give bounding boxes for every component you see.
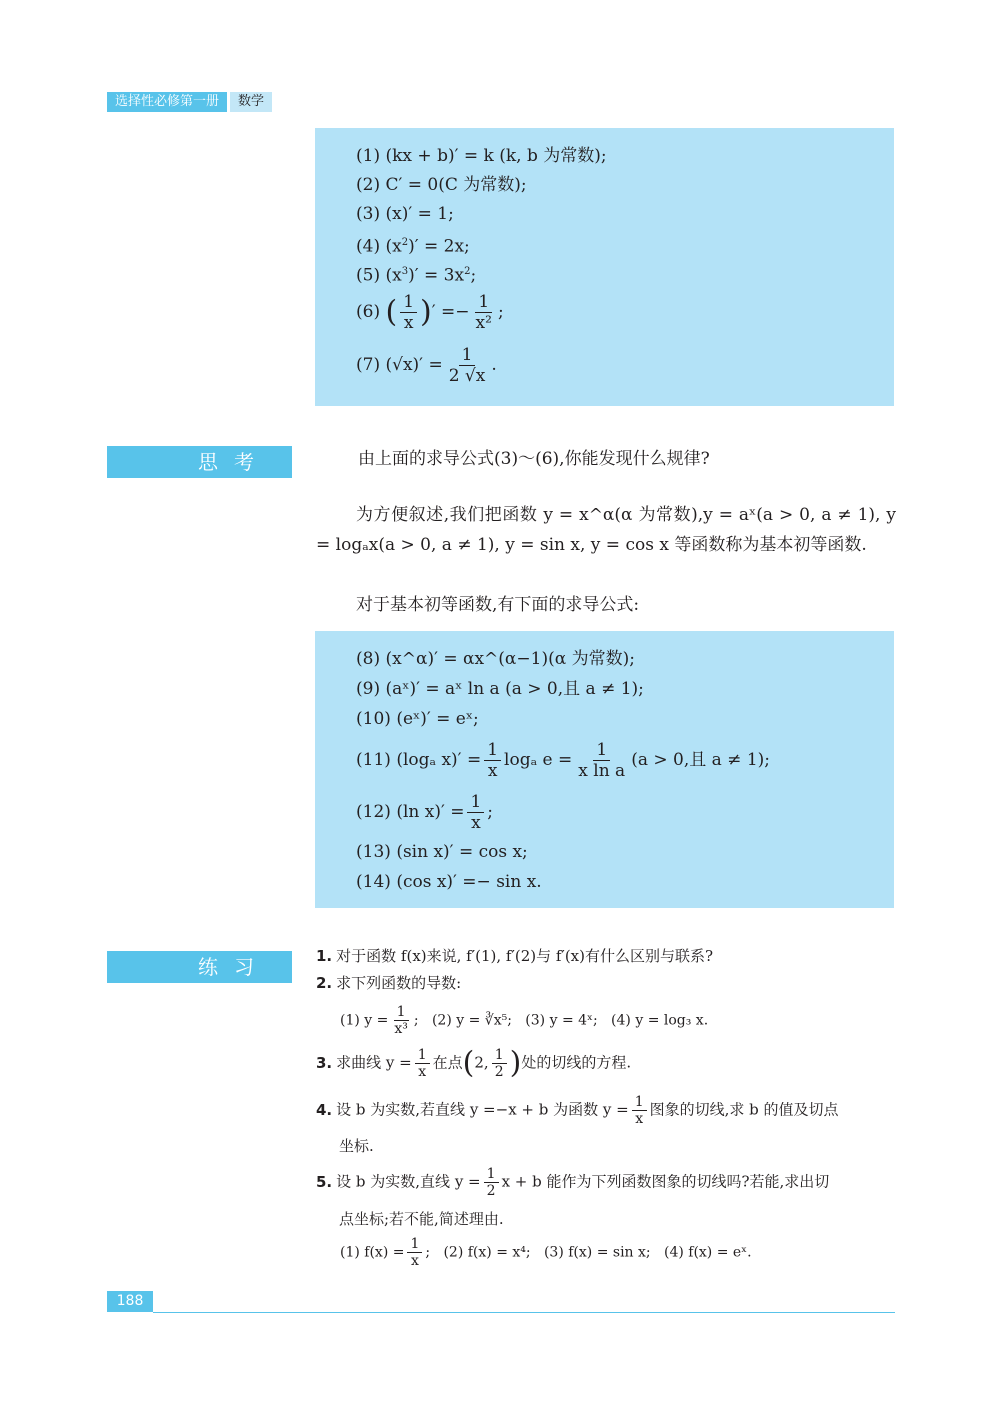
formula-8: (8) (x^α)′ = αx^(α−1)(α 为常数); (356, 649, 635, 669)
practice-label: 练习 (107, 951, 292, 983)
formula-5: (5) $(x^3)' = 3x^2$; (356, 265, 477, 286)
exercise-2-parts: (1) y = $\frac{1}{\text{x³}}$ ; (2) y = ∛x⁵; (3) y = 4ˣ; (4) y = log₃ x. (340, 1004, 709, 1037)
formula-12: (12) (ln x)′ = $\frac{1}{x}$ ; (356, 792, 494, 833)
running-header (107, 92, 272, 112)
think-label: 思考 (107, 446, 292, 478)
exercise-5-cont: 点坐标;若不能,简述理由. (339, 1210, 504, 1228)
subject-label: 数学 (230, 92, 272, 112)
formula-13: (13) (sin x)′ = cos x; (356, 842, 528, 862)
exercise-4: 4. 设 b 为实数,若直线 y =−x + b 为函数 y = $\frac{1}{x}$ 图象的切线,求 b 的值及切点 (316, 1094, 839, 1127)
formula-3: (3) (x)′ = 1; (356, 204, 454, 224)
formula-7: (7) (√x)′ = $\frac{1}{2 √x}$ . (356, 345, 497, 386)
page-number: 188 (107, 1291, 153, 1312)
formula-9: (9) (aˣ)′ = aˣ ln a (a > 0,且 a ≠ 1); (356, 679, 644, 699)
formula-11: (11) (logₐ x)′ = $\frac{1}{x}$ logₐ e = $\frac{1}{\text{x ln a}}$ (a > 0,且 a ≠ 1); (356, 740, 770, 781)
exercise-5: 5. 设 b 为实数,直线 y = $\frac{1}{2}$ x + b 能作为下列函数图象的切线吗?若能,求出切 (316, 1166, 830, 1199)
exercise-5-parts: (1) f(x) = $\frac{1}{x}$ ; (2) f(x) = x⁴; (3) f(x) = sin x; (4) f(x) = eˣ. (340, 1236, 752, 1269)
exercise-1: 1. 对于函数 f(x)来说, f′(1), f′(2)与 f′(x)有什么区别与联系? (316, 947, 714, 965)
formula-2: (2) C′ = 0(C 为常数); (356, 175, 527, 195)
exercise-4-cont: 坐标. (339, 1137, 374, 1155)
paragraph-definition: 为方便叙述,我们把函数 y = x^α(α 为常数),y = aˣ(a > 0, a ≠ 1), y = logₐx(a > 0, a ≠ 1), y = sin x, y = cos x 等函数称为基本初等函数. (316, 505, 896, 555)
exercise-3: 3. 求曲线 y = $\frac{1}{x}$ 在点(2, $\frac{1}{2}$ )处的切线的方程. (316, 1045, 632, 1081)
formula-6: (6) ( $\frac{1}{x}$ )′ =− $\frac{1}{\text{x²}}$ ; (356, 292, 504, 333)
formula-1: (1) (kx + b)′ = k (k, b 为常数); (356, 146, 607, 166)
paragraph-intro: 对于基本初等函数,有下面的求导公式: (356, 595, 640, 615)
formula-4: (4) $(x^2)' = 2x$; (356, 236, 470, 257)
formula-10: (10) (eˣ)′ = eˣ; (356, 709, 479, 729)
formula-14: (14) (cos x)′ =− sin x. (356, 872, 542, 892)
footer-rule (153, 1312, 895, 1313)
exercise-2: 2. 求下列函数的导数: (316, 974, 462, 992)
book-title: 选择性必修第一册 (107, 92, 227, 112)
think-question: 由上面的求导公式(3)～(6),你能发现什么规律? (358, 449, 710, 469)
